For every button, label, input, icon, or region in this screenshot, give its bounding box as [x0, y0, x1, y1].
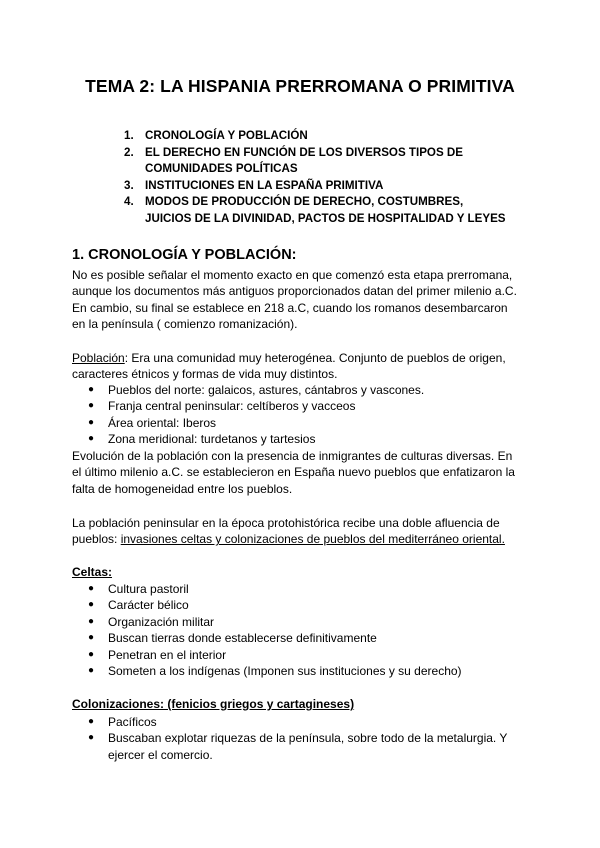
list-item-text: Cultura pastoril [108, 582, 189, 596]
poblacion-paragraph [72, 350, 532, 383]
list-item-text: Pueblos del norte: galaicos, astures, cántabros y vascones. [108, 383, 425, 397]
list-item [88, 714, 528, 730]
table-of-contents [124, 128, 506, 227]
text-line: falta de homogeneidad entre los pueblos. [72, 481, 293, 496]
bullet-icon: ● [88, 648, 95, 660]
list-item-text: Franja central peninsular: celtíberos y vacceos [108, 399, 356, 414]
colonizaciones-heading: Colonizaciones: (fenicios griegos y cartagineses) [72, 697, 355, 711]
afluencia-paragraph [72, 515, 532, 548]
list-item [88, 398, 528, 414]
text-line [72, 350, 532, 366]
list-item-text: Buscaban explotar riquezas de la península, sobre todo de la metalurgia. Y [108, 731, 508, 746]
toc-number: 4. [124, 195, 134, 208]
list-item-text-cont: ejercer el comercio. [108, 747, 213, 762]
list-item [88, 581, 528, 597]
toc-text-cont: COMUNIDADES POLÍTICAS [145, 162, 298, 175]
list-item [88, 597, 528, 613]
celtas-list [88, 581, 528, 679]
toc-text: EL DERECHO EN FUNCIÓN DE LOS DIVERSOS TIPOS DE [145, 145, 464, 159]
bullet-icon: ● [88, 583, 95, 594]
toc-number: 3. [124, 178, 134, 192]
list-item [88, 730, 528, 763]
bullet-icon: ● [88, 599, 95, 611]
list-item [88, 630, 528, 646]
poblacion-text: : Era una comunidad muy heterogénea. Conjunto de pueblos de origen, [124, 351, 506, 365]
toc-item [124, 128, 506, 145]
toc-item [124, 145, 506, 178]
toc-number: 2. [124, 145, 134, 159]
celtas-heading: Celtas: [72, 565, 113, 579]
toc-text: MODOS DE PRODUCCIÓN DE DERECHO, COSTUMBRES, [145, 195, 464, 208]
text-line: La población peninsular en la época protohistórica recibe una doble afluencia de [72, 516, 500, 530]
evolucion-paragraph [72, 448, 532, 497]
list-item-text: Carácter bélico [108, 598, 189, 613]
bullet-icon: ● [88, 433, 95, 445]
bullet-icon: ● [88, 632, 95, 644]
list-item [88, 647, 528, 663]
text-line: Evolución de la población con la presencia de inmigrantes de culturas diversas. En [72, 449, 513, 463]
list-item-text: Someten a los indígenas (Imponen sus instituciones y su derecho) [108, 664, 462, 679]
list-item [88, 663, 528, 679]
list-item-text: Zona meridional: turdetanos y tartesios [108, 432, 316, 447]
list-item-text: Penetran en el interior [108, 647, 227, 662]
poblacion-label: Población [72, 351, 125, 365]
toc-text: INSTITUCIONES EN LA ESPAÑA PRIMITIVA [145, 178, 384, 192]
text-line: en la península ( comienzo romanización). [72, 317, 298, 332]
toc-item [124, 178, 506, 195]
text-line: No es posible señalar el momento exacto en que comenzó esta etapa prerromana, [72, 268, 513, 282]
list-item-text: Pacíficos [108, 715, 157, 729]
bullet-icon: ● [88, 615, 95, 627]
text-line: el último milenio a.C. se establecieron en España nuevo pueblos que enfatizaron la [72, 465, 515, 480]
list-item [88, 614, 528, 630]
toc-text: CRONOLOGÍA Y POBLACIÓN [145, 129, 308, 142]
bullet-icon: ● [88, 416, 95, 428]
bullet-icon: ● [88, 400, 95, 412]
text-line [72, 531, 532, 547]
colonizaciones-list [88, 714, 528, 763]
bullet-icon: ● [88, 732, 95, 744]
afluencia-prefix: pueblos: [72, 532, 121, 547]
text-line: aunque los documentos más antiguos proporcionados datan del primer milenio a.C. [72, 284, 517, 299]
bullet-icon: ● [88, 384, 95, 395]
list-item [88, 382, 528, 398]
list-item-text: Buscan tierras donde establecerse definitivamente [108, 631, 377, 646]
list-item-text: Área oriental: Iberos [108, 415, 217, 430]
list-item-text: Organización militar [108, 614, 215, 629]
section-heading: 1. CRONOLOGÍA Y POBLACIÓN: [72, 247, 297, 263]
intro-paragraph [72, 267, 532, 333]
text-line: caracteres étnicos y formas de vida muy distintos. [72, 367, 338, 382]
list-item [88, 415, 528, 431]
toc-number: 1. [124, 129, 134, 142]
afluencia-underlined: invasiones celtas y colonizaciones de pueblos del mediterráneo oriental. [120, 532, 505, 547]
toc-text-cont: JUICIOS DE LA DIVINIDAD, PACTOS DE HOSPITALIDAD Y LEYES [145, 211, 506, 225]
toc-item [124, 194, 506, 227]
bullet-icon: ● [88, 716, 95, 727]
list-item [88, 431, 528, 447]
document-title: TEMA 2: LA HISPANIA PRERROMANA O PRIMITIVA [85, 76, 515, 96]
pueblos-list [88, 382, 528, 448]
text-line: En cambio, su final se establece en 218 a.C, cuando los romanos desembarcaron [72, 300, 508, 315]
bullet-icon: ● [88, 665, 95, 677]
